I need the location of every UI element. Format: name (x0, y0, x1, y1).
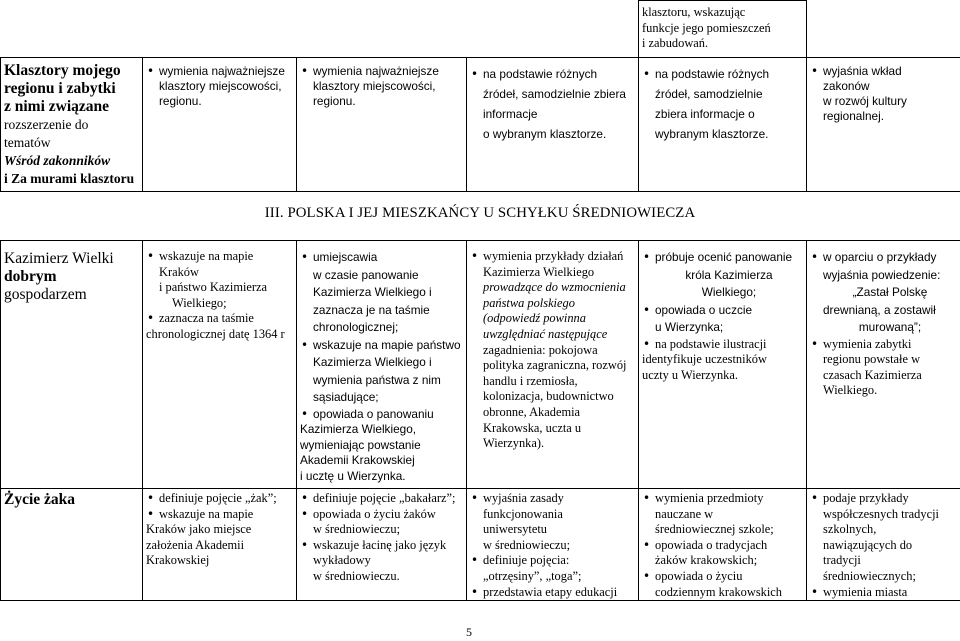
requirement-cell (467, 241, 639, 489)
requirement-cell (143, 241, 297, 489)
list-item: • wymienia miasta (810, 585, 957, 601)
list-item: • wyjaśnia wkład zakonów w rozwój kultury regionalnej. (810, 64, 957, 124)
page-number: 5 (466, 625, 472, 641)
topic-sub-line: tematów (4, 134, 139, 152)
topic-cell (1, 489, 143, 601)
requirement-cell (467, 489, 639, 601)
list-item: • wskazuje na mapie Kraków jako miejsce założenia Akademii Krakowskiej (146, 507, 293, 569)
requirement-cell (297, 58, 467, 192)
requirement-cell (639, 58, 807, 192)
topic-sub-italic: Wśród zakonników (4, 152, 139, 170)
list-item: • wyjaśnia zasady funkcjonowania uniwersytetu w średniowieczu; (470, 491, 635, 553)
top-continuation-row (1, 1, 960, 58)
topic-title-line: Klasztory mojego (4, 62, 139, 80)
requirement-cell (297, 489, 467, 601)
topic-title-line: z nimi związane (4, 98, 139, 116)
topic-title-line: Kazimierz Wielki (4, 250, 139, 268)
list-item: • w oparciu o przykłady wyjaśnia powiedzenie: „Zastał Polskę drewnianą, a zostawił murowaną”; (810, 249, 957, 337)
topic-title-line: gospodarzem (4, 286, 139, 304)
topic-title-line: dobrym (4, 268, 139, 286)
list-item: • wymienia przedmioty nauczane w średniowiecznej szkole; (642, 491, 803, 538)
requirement-cell (807, 58, 960, 192)
list-item: • wskazuje na mapie państwo Kazimierza Wielkiego i wymienia państwa z nim sąsiadujące; (300, 337, 463, 407)
continuation-cell (639, 1, 807, 58)
requirement-cell (639, 241, 807, 489)
section-title: III. POLSKA I JEJ MIESZKAŃCY U SCHYŁKU ŚREDNIOWIECZA (0, 206, 960, 222)
requirement-cell (143, 58, 297, 192)
objectives-table (0, 240, 960, 601)
list-item: • wskazuje na mapie Kraków i państwo Kazimierza Wielkiego; (146, 249, 293, 311)
requirement-cell (467, 58, 639, 192)
list-item: • definiuje pojęcia: „otrzęsiny”, „toga”; (470, 553, 635, 584)
list-item: • wymienia zabytki regionu powstałe w czasach Kazimierza Wielkiego. (810, 337, 957, 399)
list-item: • opowiada o życiu żaków w średniowieczu; (300, 507, 463, 538)
list-item: • opowiada o uczcie u Wierzynka; (642, 302, 803, 337)
topic-cell (1, 241, 143, 489)
list-item: • zaznacza na taśmie chronologicznej datę 1364 r (146, 311, 293, 342)
list-item: • próbuje ocenić panowanie króla Kazimierza Wielkiego; (642, 249, 803, 302)
list-item: • wskazuje łacinę jako język wykładowy w średniowieczu. (300, 538, 463, 585)
topic-title-line: Życie żaka (4, 491, 139, 509)
list-item: • wymienia najważniejsze klasztory miejscowości, regionu. (146, 64, 293, 109)
list-item: • opowiada o życiu codziennym krakowskich (642, 569, 803, 600)
list-item: • definiuje pojęcie „żak”; (146, 491, 293, 507)
table-row (1, 58, 960, 192)
list-item: • definiuje pojęcie „bakałarz”; (300, 491, 463, 507)
requirement-cell (807, 241, 960, 489)
top-objectives-table (0, 0, 960, 192)
list-item: • na podstawie ilustracji identyfikuje uczestników uczty u Wierzynka. (642, 337, 803, 384)
topic-sub-line: i Za murami klasztoru (4, 170, 139, 188)
topic-sub-line: rozszerzenie do (4, 116, 139, 134)
table-row (1, 241, 960, 489)
list-item: • wymienia przykłady działań Kazimierza Wielkiego prowadzące do wzmocnienia państwa polskiego (odpowiedź powinna uwzględniać następujące zagadnienia: pokojowa polityka zagraniczna, rozwój handlu i rzemiosła, kolonizacja, budownictwo obronne, Akademia Krakowska, uczta u Wierzynka). (470, 249, 635, 452)
list-item: • na podstawie różnych źródeł, samodzielnie zbiera informacje o wybranym klasztorze. (642, 64, 803, 144)
requirement-cell (297, 241, 467, 489)
list-item: • wymienia najważniejsze klasztory miejscowości, regionu. (300, 64, 463, 109)
list-item: • na podstawie różnych źródeł, samodzielnie zbiera informacje o wybranym klasztorze. (470, 64, 635, 144)
requirement-cell (807, 489, 960, 601)
text-line: klasztoru, wskazując (642, 5, 803, 21)
list-item: • podaje przykłady współczesnych tradycji szkolnych, nawiązujących do tradycji średniowiecznych; (810, 491, 957, 585)
list-item: • opowiada o panowaniu Kazimierza Wielkiego, wymieniając powstanie Akademii Krakowskiej i ucztę u Wierzynka. (300, 407, 463, 485)
list-item: • opowiada o tradycjach żaków krakowskich; (642, 538, 803, 569)
list-item: • umiejscawia w czasie panowanie Kazimierza Wielkiego i zaznacza je na taśmie chronologicznej; (300, 249, 463, 337)
list-item: • przedstawia etapy edukacji (470, 585, 635, 601)
text-line: funkcje jego pomieszczeń (642, 21, 803, 37)
topic-cell (1, 58, 143, 192)
requirement-cell (143, 489, 297, 601)
requirement-cell (639, 489, 807, 601)
topic-title-line: regionu i zabytki (4, 80, 139, 98)
text-line: i zabudowań. (642, 36, 803, 52)
table-row (1, 489, 960, 601)
